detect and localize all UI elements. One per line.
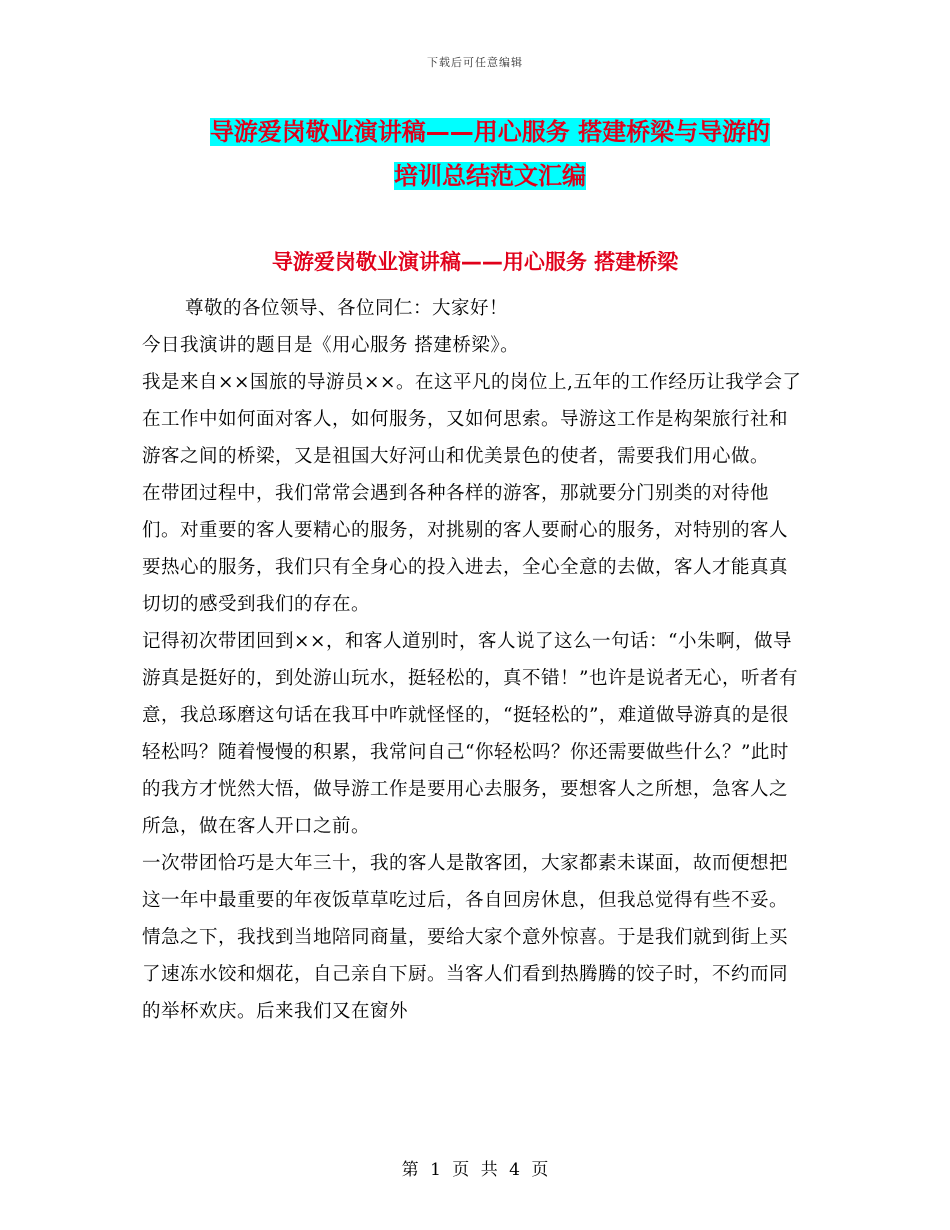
document-title [150,110,830,198]
page-number: 第 1 页 共 4 页 [401,1160,549,1180]
paragraph: 一次带团恰巧是大年三十，我的客人是散客团，大家都素未谋面，故而便想把这一年中最重要的年夜饭草草吃过后，各自回房休息，但我总觉得有些不妥。情急之下，我找到当地陪同商量，要给大家个意外惊喜。于是我们就到街上买了速冻水饺和烟花，自己亲自下厨。当客人们看到热腾腾的饺子时，不约而同的举杯欢庆。后来我们又在窗外 [142,853,789,1022]
document-body [142,290,802,1030]
paragraph: 今日我演讲的题目是《用心服务 搭建桥梁》。 [142,335,520,356]
paragraph-greeting: 尊敬的各位领导、各位同仁：大家好！ [185,298,509,319]
paragraph: 记得初次带团回到××，和客人道别时，客人说了这么一句话：“小朱啊，做导游真是挺好的，到处游山玩水，挺轻松的，真不错！”也许是说者无心，听者有意，我总琢磨这句话在我耳中咋就怪怪的，“挺轻松的”，难道做导游真的是很轻松吗？随着慢慢的积累，我常问自己“你轻松吗？你还需要做些什么？”此时的我方才恍然大悟，做导游工作是要用心去服务，要想客人之所想，急客人之所急，做在客人开口之前。 [142,631,798,837]
section-title: 导游爱岗敬业演讲稿——用心服务 搭建桥梁 [271,250,679,274]
paragraph: 在带团过程中，我们常常会遇到各种各样的游客，那就要分门别类的对待他们。对重要的客人要精心的服务，对挑剔的客人要耐心的服务，对特别的客人要热心的服务，我们只有全身心的投入进去，全心全意的去做，客人才能真真切切的感受到我们的存在。 [142,483,789,615]
document-title-line-2: 培训总结范文汇编 [394,162,586,190]
paragraph: 我是来自××国旅的导游员××。在这平凡的岗位上,五年的工作经历让我学会了在工作中如何面对客人，如何服务，又如何思索。导游这工作是构架旅行社和游客之间的桥梁，又是祖国大好河山和优美景色的使者，需要我们用心做。 [142,372,802,467]
page-header-note: 下载后可任意编辑 [427,56,523,69]
document-title-line-1: 导游爱岗敬业演讲稿——用心服务 搭建桥梁与导游的 [209,118,771,146]
